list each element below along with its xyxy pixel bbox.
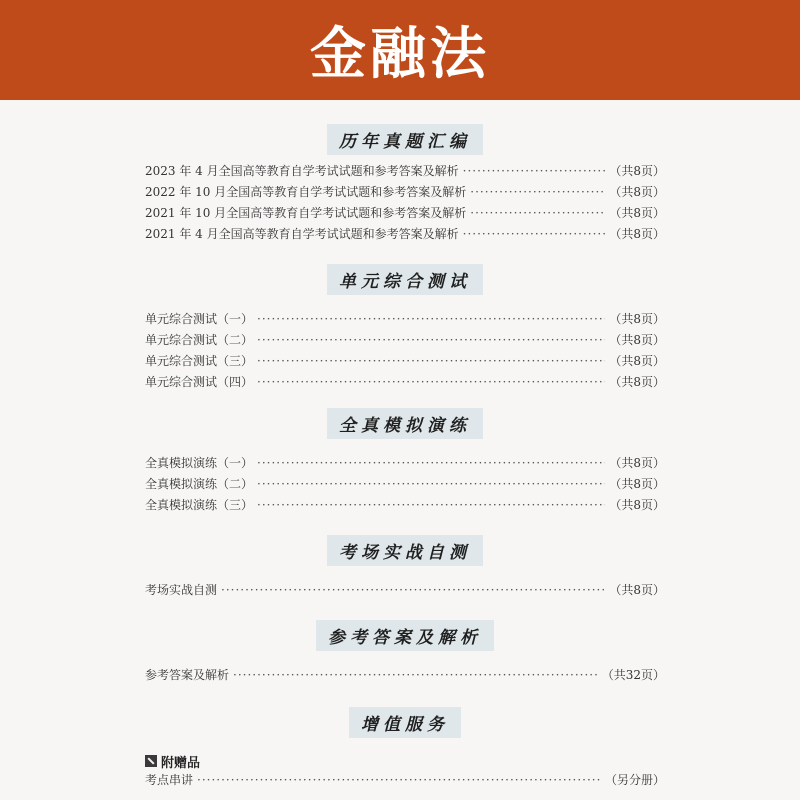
title-banner	[0, 0, 800, 100]
section-title	[145, 703, 665, 741]
toc-entry-label: 考点串讲	[145, 773, 194, 787]
toc-entry-pages: （共8页）	[609, 206, 665, 220]
section-title	[145, 260, 665, 298]
toc-entry-label: 2021 年 4 月全国高等教育自学考试试题和参考答案及解析	[145, 227, 459, 241]
toc-entry-label: 2023 年 4 月全国高等教育自学考试试题和参考答案及解析	[145, 164, 459, 178]
leader-dots	[257, 375, 605, 389]
leader-dots	[470, 185, 605, 199]
toc-entry[interactable]	[145, 225, 665, 246]
toc-entry[interactable]	[145, 454, 665, 475]
leader-dots	[257, 354, 605, 368]
toc-list	[145, 581, 665, 602]
section-title	[145, 404, 665, 442]
toc-entry[interactable]	[145, 666, 665, 687]
toc-entry-pages: （共32页）	[601, 668, 665, 682]
toc-entry[interactable]	[145, 352, 665, 373]
leader-dots	[221, 583, 605, 597]
toc-entry-label: 单元综合测试（一）	[145, 312, 254, 326]
toc-entry[interactable]	[145, 331, 665, 352]
toc-list	[145, 666, 665, 687]
book-title: 金融法	[310, 22, 490, 87]
leader-dots	[463, 227, 606, 241]
toc-entry[interactable]	[145, 475, 665, 496]
toc-entry[interactable]	[145, 162, 665, 183]
toc-entry-label: 单元综合测试（四）	[145, 375, 254, 389]
section-heading: 参考答案及解析	[316, 620, 494, 651]
toc-entry-pages: （共8页）	[609, 354, 665, 368]
checkbox-icon	[145, 755, 157, 767]
toc-entry-pages: （共8页）	[609, 456, 665, 470]
toc-list	[145, 454, 665, 517]
leader-dots	[257, 498, 605, 512]
toc-entry-label: 考场实战自测	[145, 583, 218, 597]
toc-entry-label: 2021 年 10 月全国高等教育自学考试试题和参考答案及解析	[145, 206, 467, 220]
toc-entry[interactable]	[145, 204, 665, 225]
toc-entry-pages: （共8页）	[609, 185, 665, 199]
leader-dots	[257, 333, 605, 347]
toc-entry-pages: （共8页）	[609, 164, 665, 178]
toc-entry-pages: （共8页）	[609, 583, 665, 597]
table-of-contents	[145, 112, 665, 792]
section-heading: 考场实战自测	[327, 535, 483, 566]
toc-entry-label: 参考答案及解析	[145, 668, 230, 682]
section-heading: 单元综合测试	[327, 264, 483, 295]
toc-entry-pages: （共8页）	[609, 227, 665, 241]
leader-dots	[257, 456, 605, 470]
toc-list	[145, 310, 665, 394]
section-heading: 全真模拟演练	[327, 408, 483, 439]
toc-entry-label: 2022 年 10 月全国高等教育自学考试试题和参考答案及解析	[145, 185, 467, 199]
toc-entry[interactable]	[145, 310, 665, 331]
toc-entry-pages: （共8页）	[609, 375, 665, 389]
toc-entry-pages: （共8页）	[609, 333, 665, 347]
toc-entry[interactable]	[145, 496, 665, 517]
leader-dots	[197, 773, 601, 787]
toc-entry-pages: （共8页）	[609, 312, 665, 326]
leader-dots	[257, 477, 605, 491]
toc-list	[145, 771, 665, 792]
toc-list	[145, 162, 665, 246]
toc-entry-pages: （共8页）	[609, 498, 665, 512]
section-title	[145, 616, 665, 654]
leader-dots	[257, 312, 605, 326]
section-title	[145, 531, 665, 569]
leader-dots	[233, 668, 598, 682]
toc-entry-label: 单元综合测试（二）	[145, 333, 254, 347]
toc-entry[interactable]	[145, 183, 665, 204]
toc-entry-label: 全真模拟演练（三）	[145, 498, 254, 512]
toc-entry-label: 全真模拟演练（一）	[145, 456, 254, 470]
section-title	[145, 120, 665, 158]
toc-entry-label: 单元综合测试（三）	[145, 354, 254, 368]
toc-entry[interactable]	[145, 771, 665, 792]
toc-entry[interactable]	[145, 373, 665, 394]
toc-entry-pages: （另分册）	[604, 773, 665, 787]
leader-dots	[463, 164, 606, 178]
leader-dots	[470, 206, 605, 220]
toc-entry-label: 全真模拟演练（二）	[145, 477, 254, 491]
section-heading: 历年真题汇编	[327, 124, 483, 155]
gift-heading-label: 附赠品	[161, 755, 201, 771]
section-heading: 增值服务	[349, 707, 461, 738]
toc-entry[interactable]	[145, 581, 665, 602]
gift-heading	[145, 751, 665, 771]
toc-entry-pages: （共8页）	[609, 477, 665, 491]
